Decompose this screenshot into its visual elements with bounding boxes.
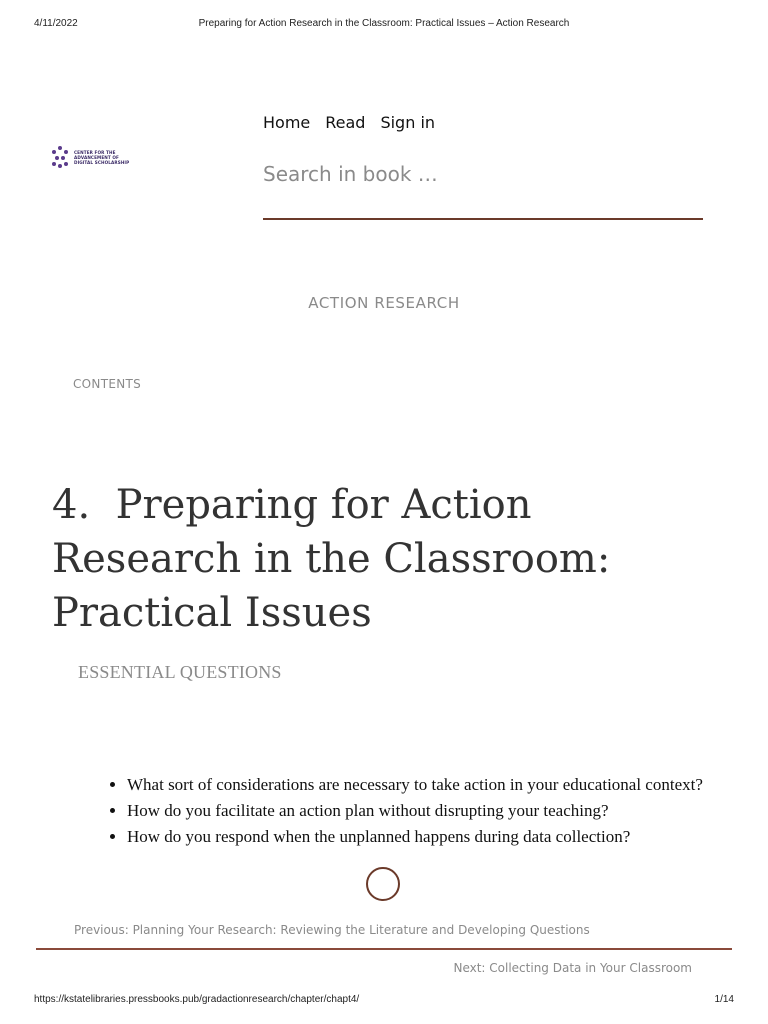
logo-text (74, 150, 129, 165)
site-logo[interactable] (50, 142, 132, 172)
primary-nav (263, 113, 435, 132)
book-title-link[interactable]: ACTION RESEARCH (308, 294, 460, 312)
list-item: • What sort of considerations are necessary to take action in your educational context? (127, 772, 727, 798)
list-item: • How do you respond when the unplanned happens during data collection? (127, 824, 727, 850)
chapter-number: 4. (52, 482, 91, 528)
logo-mark-icon (50, 144, 72, 170)
nav-home-link[interactable]: Home (263, 113, 311, 132)
essential-questions-heading: ESSENTIAL QUESTIONS (78, 662, 282, 682)
print-page-number: 1/14 (714, 994, 734, 1005)
chapter-title-text: Preparing for Action Research in the Classroom: Practical Issues (52, 482, 611, 636)
search-input[interactable] (263, 158, 703, 186)
search-box (263, 158, 703, 220)
print-url: https://kstatelibraries.pressbooks.pub/gradactionresearch/chapter/chapt4/ (34, 994, 360, 1005)
previous-chapter-link[interactable]: Previous: Planning Your Research: Reviewing the Literature and Developing Questions (74, 923, 590, 937)
logo-line-2: ADVANCEMENT OF (74, 154, 120, 160)
contents-toggle[interactable]: CONTENTS (73, 377, 142, 391)
essential-questions-list (105, 772, 727, 850)
cursor-indicator (366, 867, 400, 901)
nav-read-link[interactable]: Read (325, 113, 366, 132)
list-item: • How do you facilitate an action plan without disrupting your teaching? (127, 798, 727, 824)
divider (36, 948, 732, 950)
print-page-title: Preparing for Action Research in the Classroom: Practical Issues – Action Research (198, 18, 570, 29)
logo-line-1: CENTER FOR THE (74, 149, 116, 155)
next-chapter-link[interactable]: Next: Collecting Data in Your Classroom (453, 961, 692, 975)
print-date: 4/11/2022 (34, 18, 78, 29)
nav-sign-in-link[interactable]: Sign in (380, 113, 436, 132)
chapter-title (52, 478, 732, 640)
logo-line-3: DIGITAL SCHOLARSHIP (74, 159, 130, 165)
